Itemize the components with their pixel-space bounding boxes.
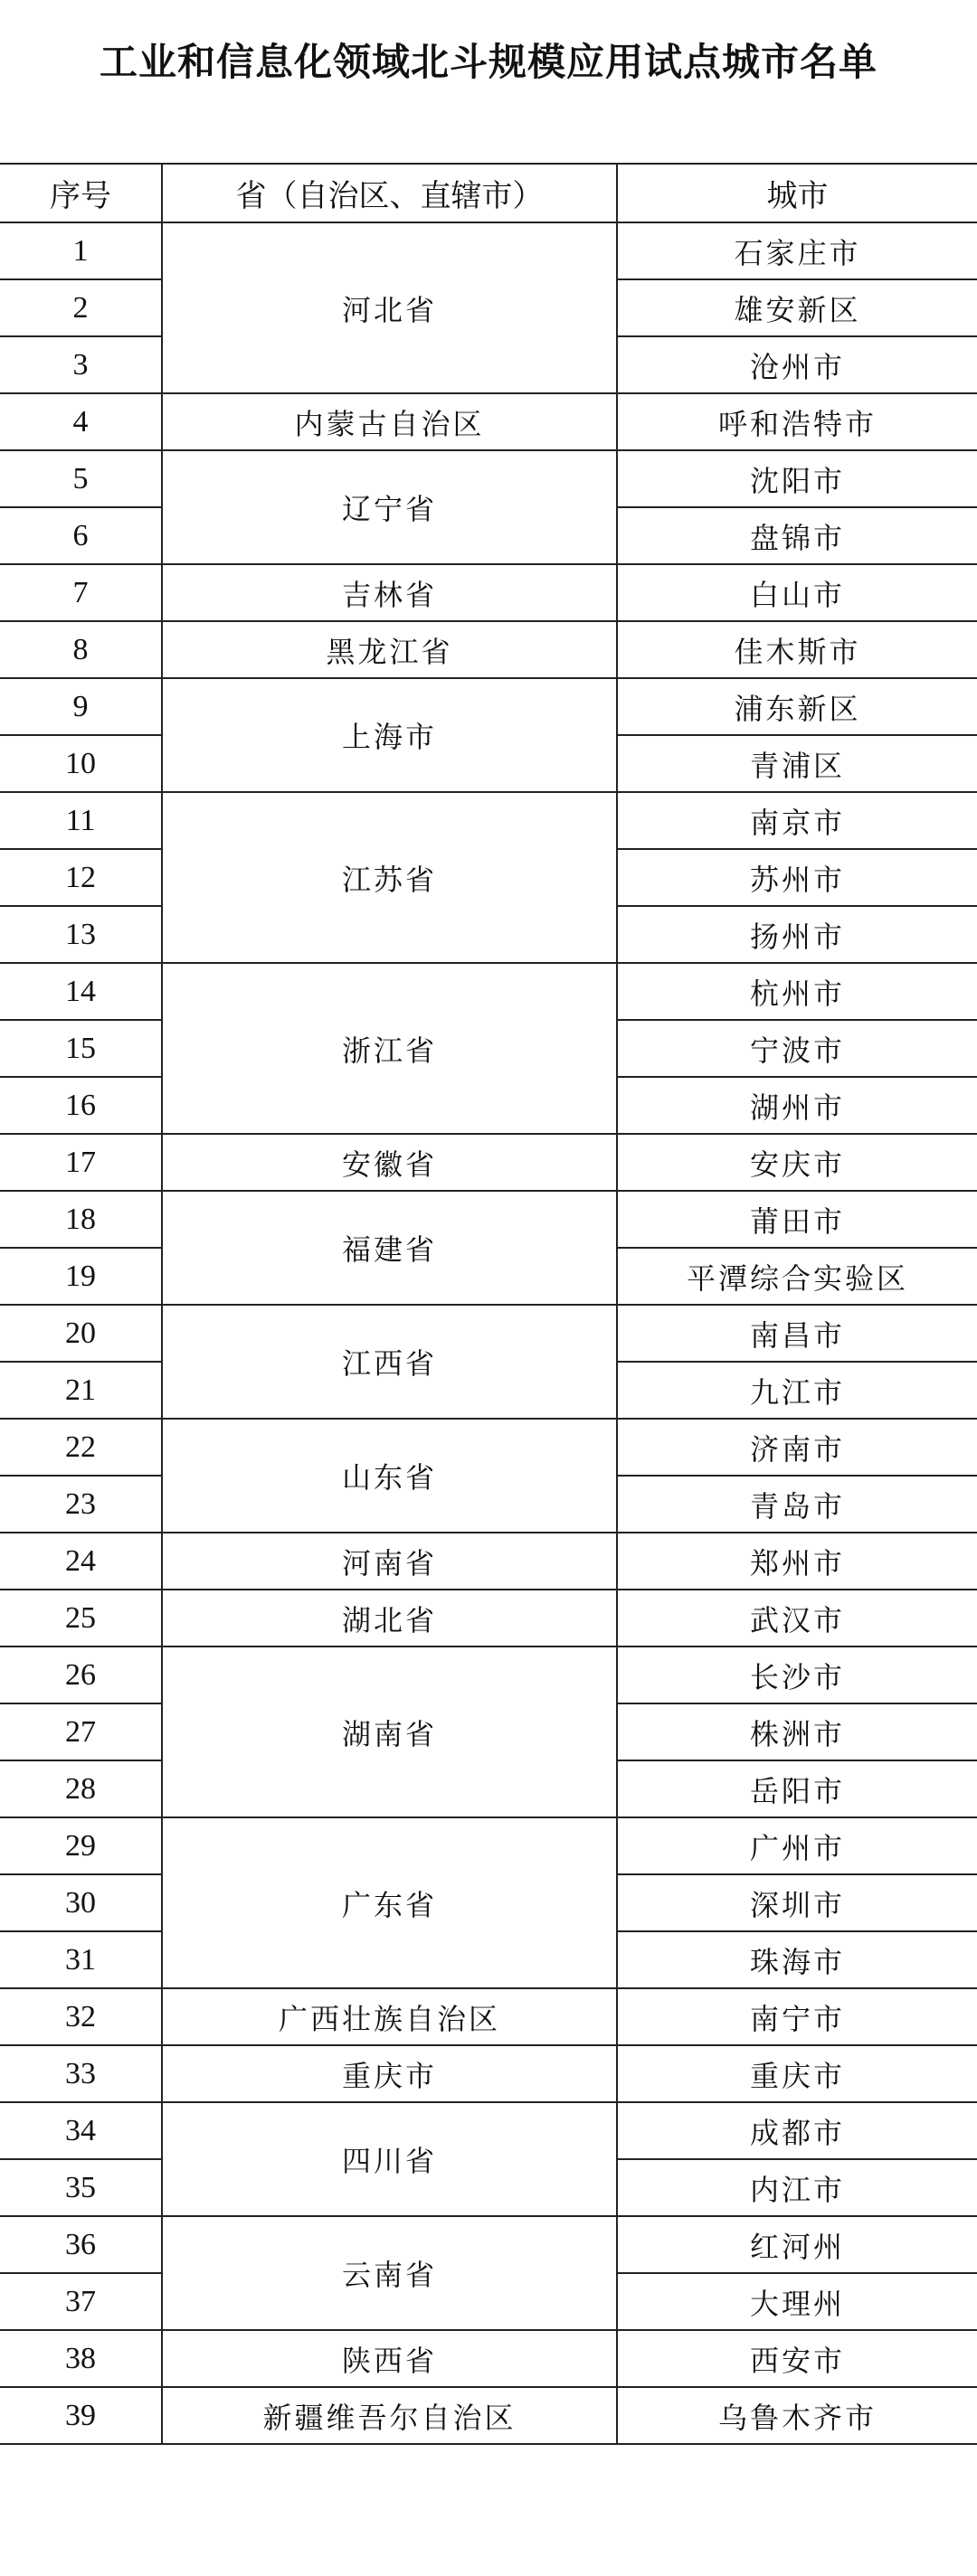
table-body: [0, 222, 977, 2444]
city-cell: 济南市: [617, 1419, 977, 1476]
header-index: 序号: [0, 164, 162, 222]
row-index: 26: [0, 1647, 162, 1703]
province-cell: 浙江省: [162, 963, 617, 1134]
row-index: 30: [0, 1874, 162, 1931]
province-cell: 江苏省: [162, 792, 617, 963]
city-cell: 西安市: [617, 2330, 977, 2387]
province-cell: 陕西省: [162, 2330, 617, 2387]
table-row: [0, 450, 977, 507]
row-index: 32: [0, 1988, 162, 2045]
table-row: [0, 1419, 977, 1476]
row-index: 12: [0, 849, 162, 906]
city-cell: 内江市: [617, 2159, 977, 2216]
province-cell: 福建省: [162, 1191, 617, 1305]
province-cell: 湖南省: [162, 1647, 617, 1817]
province-cell: 广西壮族自治区: [162, 1988, 617, 2045]
table-row: [0, 222, 977, 279]
row-index: 14: [0, 963, 162, 1020]
city-cell: 重庆市: [617, 2045, 977, 2102]
province-cell: 辽宁省: [162, 450, 617, 564]
row-index: 5: [0, 450, 162, 507]
row-index: 24: [0, 1533, 162, 1590]
city-cell: 沈阳市: [617, 450, 977, 507]
city-cell: 红河州: [617, 2216, 977, 2273]
city-cell: 杭州市: [617, 963, 977, 1020]
header-city: 城市: [617, 164, 977, 222]
city-cell: 沧州市: [617, 336, 977, 393]
province-cell: 上海市: [162, 678, 617, 792]
row-index: 34: [0, 2102, 162, 2159]
province-cell: 河南省: [162, 1533, 617, 1590]
row-index: 28: [0, 1760, 162, 1817]
table-row: [0, 2387, 977, 2444]
row-index: 18: [0, 1191, 162, 1248]
city-cell: 珠海市: [617, 1931, 977, 1988]
province-cell: 四川省: [162, 2102, 617, 2216]
city-cell: 青岛市: [617, 1476, 977, 1533]
row-index: 2: [0, 279, 162, 336]
city-cell: 广州市: [617, 1817, 977, 1874]
row-index: 25: [0, 1590, 162, 1647]
city-cell: 莆田市: [617, 1191, 977, 1248]
row-index: 3: [0, 336, 162, 393]
province-cell: 内蒙古自治区: [162, 393, 617, 450]
row-index: 7: [0, 564, 162, 621]
city-cell: 雄安新区: [617, 279, 977, 336]
city-cell: 深圳市: [617, 1874, 977, 1931]
row-index: 21: [0, 1362, 162, 1419]
row-index: 36: [0, 2216, 162, 2273]
city-cell: 南京市: [617, 792, 977, 849]
table-row: [0, 963, 977, 1020]
city-cell: 郑州市: [617, 1533, 977, 1590]
city-cell: 盘锦市: [617, 507, 977, 564]
row-index: 19: [0, 1248, 162, 1305]
table-row: [0, 1988, 977, 2045]
city-cell: 浦东新区: [617, 678, 977, 735]
table-row: [0, 1647, 977, 1703]
table-row: [0, 1817, 977, 1874]
province-cell: 云南省: [162, 2216, 617, 2330]
row-index: 1: [0, 222, 162, 279]
row-index: 33: [0, 2045, 162, 2102]
city-cell: 成都市: [617, 2102, 977, 2159]
row-index: 35: [0, 2159, 162, 2216]
header-province: 省（自治区、直辖市）: [162, 164, 617, 222]
city-list-table: [0, 163, 977, 2445]
city-cell: 安庆市: [617, 1134, 977, 1191]
city-cell: 宁波市: [617, 1020, 977, 1077]
city-cell: 株洲市: [617, 1703, 977, 1760]
province-cell: 广东省: [162, 1817, 617, 1988]
province-cell: 安徽省: [162, 1134, 617, 1191]
city-cell: 大理州: [617, 2273, 977, 2330]
page-title: 工业和信息化领域北斗规模应用试点城市名单: [99, 40, 877, 84]
table-row: [0, 792, 977, 849]
row-index: 22: [0, 1419, 162, 1476]
row-index: 23: [0, 1476, 162, 1533]
province-cell: 湖北省: [162, 1590, 617, 1647]
city-cell: 平潭综合实验区: [617, 1248, 977, 1305]
table-row: [0, 1533, 977, 1590]
row-index: 31: [0, 1931, 162, 1988]
row-index: 8: [0, 621, 162, 678]
city-cell: 南宁市: [617, 1988, 977, 2045]
city-cell: 武汉市: [617, 1590, 977, 1647]
table-row: [0, 621, 977, 678]
city-cell: 石家庄市: [617, 222, 977, 279]
row-index: 20: [0, 1305, 162, 1362]
province-cell: 黑龙江省: [162, 621, 617, 678]
province-cell: 新疆维吾尔自治区: [162, 2387, 617, 2444]
row-index: 16: [0, 1077, 162, 1134]
city-cell: 呼和浩特市: [617, 393, 977, 450]
table-row: [0, 564, 977, 621]
city-cell: 乌鲁木齐市: [617, 2387, 977, 2444]
table-row: [0, 1305, 977, 1362]
city-cell: 长沙市: [617, 1647, 977, 1703]
row-index: 29: [0, 1817, 162, 1874]
table-row: [0, 2330, 977, 2387]
row-index: 17: [0, 1134, 162, 1191]
city-cell: 南昌市: [617, 1305, 977, 1362]
row-index: 9: [0, 678, 162, 735]
province-cell: 吉林省: [162, 564, 617, 621]
table-row: [0, 2045, 977, 2102]
province-cell: 河北省: [162, 222, 617, 393]
table-row: [0, 2216, 977, 2273]
province-cell: 重庆市: [162, 2045, 617, 2102]
city-cell: 青浦区: [617, 735, 977, 792]
row-index: 10: [0, 735, 162, 792]
city-cell: 扬州市: [617, 906, 977, 963]
row-index: 27: [0, 1703, 162, 1760]
city-cell: 九江市: [617, 1362, 977, 1419]
table-row: [0, 1590, 977, 1647]
province-cell: 山东省: [162, 1419, 617, 1533]
table-row: [0, 1134, 977, 1191]
row-index: 6: [0, 507, 162, 564]
row-index: 38: [0, 2330, 162, 2387]
table-row: [0, 1191, 977, 1248]
row-index: 11: [0, 792, 162, 849]
table-row: [0, 2102, 977, 2159]
table-row: [0, 393, 977, 450]
table-header-row: [0, 164, 977, 222]
city-cell: 岳阳市: [617, 1760, 977, 1817]
city-cell: 佳木斯市: [617, 621, 977, 678]
row-index: 15: [0, 1020, 162, 1077]
province-cell: 江西省: [162, 1305, 617, 1419]
table-row: [0, 678, 977, 735]
row-index: 39: [0, 2387, 162, 2444]
city-cell: 湖州市: [617, 1077, 977, 1134]
city-cell: 苏州市: [617, 849, 977, 906]
row-index: 37: [0, 2273, 162, 2330]
row-index: 13: [0, 906, 162, 963]
city-cell: 白山市: [617, 564, 977, 621]
row-index: 4: [0, 393, 162, 450]
